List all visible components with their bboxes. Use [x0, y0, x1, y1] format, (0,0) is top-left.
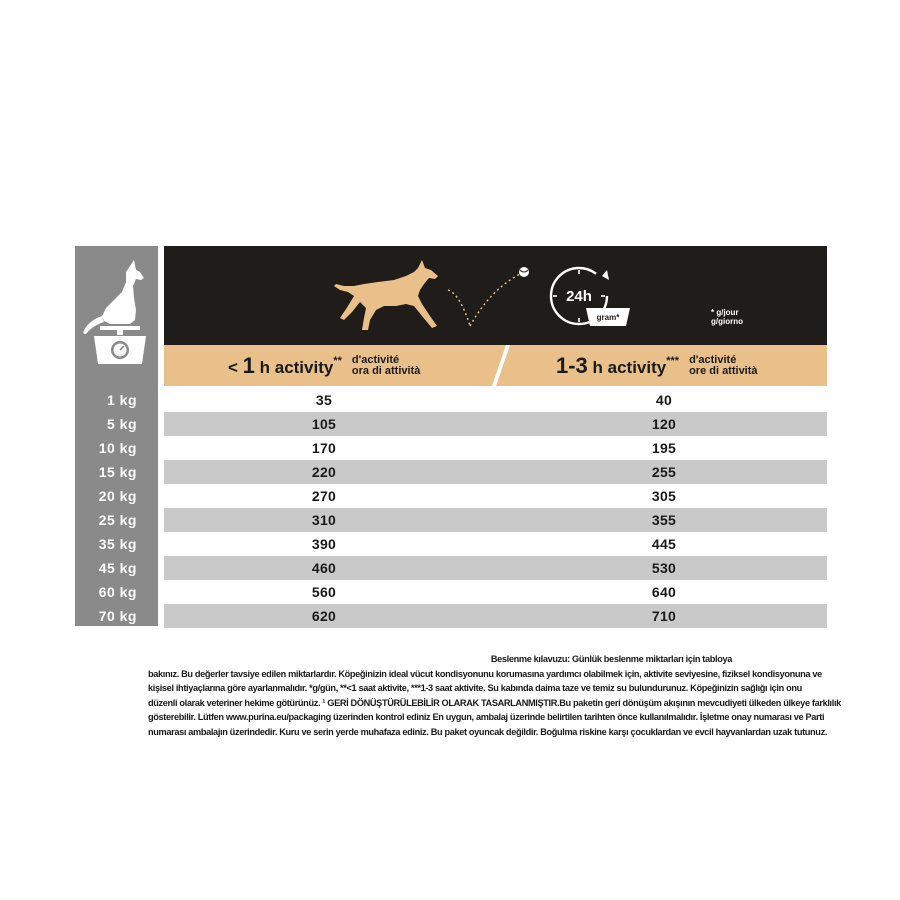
amount-low-activity: 170	[311, 440, 337, 456]
table-row	[164, 604, 827, 628]
bowl-label: gram*	[596, 313, 620, 322]
amount-low-activity: 620	[311, 608, 337, 624]
weight-label: 45 kg	[98, 560, 137, 576]
weight-label: 25 kg	[98, 512, 137, 528]
footnote-line-4: düzenli olarak veteriner hekime götürünüz. ¹ GERİ DÖNÜŞTÜRÜLEBİLİR OLARAK TASARLANMIŞTIR.Bu paketin geri dönüşüm akışının mevcudiyeti ülkeden ülkeye farklılık	[148, 697, 841, 708]
dog-on-scale-icon	[80, 258, 152, 368]
amount-low-activity: 105	[311, 416, 337, 432]
weight-label: 70 kg	[98, 608, 137, 624]
footnote-title: Beslenme kılavuzu:	[490, 654, 570, 664]
amount-high-activity: 710	[651, 608, 677, 624]
unit-fr: * g/jour	[711, 308, 739, 317]
activity-col1-subtitle: d'activité ora di attività	[351, 353, 421, 377]
header-illustration-band	[164, 246, 827, 345]
table-row	[164, 388, 827, 412]
amount-high-activity: 530	[651, 560, 677, 576]
amount-high-activity: 305	[651, 488, 677, 504]
amount-low-activity: 560	[311, 584, 337, 600]
table-row	[164, 460, 827, 484]
amount-high-activity: 195	[651, 440, 677, 456]
weight-label: 60 kg	[98, 584, 137, 600]
table-row	[164, 556, 827, 580]
activity-col2-header	[556, 345, 758, 386]
unit-it: g/giorno	[711, 317, 743, 326]
running-dog-icon	[334, 260, 446, 332]
table-row	[164, 412, 827, 436]
ball-trajectory-icon	[446, 266, 536, 336]
clock-label: 24h	[566, 288, 592, 305]
table-row	[164, 532, 827, 556]
activity-col2-title: 1-3 h activity***	[556, 352, 680, 378]
amount-high-activity: 255	[651, 464, 677, 480]
footnote-line-6: numarası ambalajın üzerindedir. Kuru ve serin yerde muhafaza ediniz. Bu paket oyuncak değildir. Boğulma riskine karşı çocuklardan ve evcil hayvanlardan uzak tutunuz.	[148, 726, 828, 737]
amount-high-activity: 120	[651, 416, 677, 432]
weight-label: 1 kg	[106, 392, 137, 408]
weight-label: 10 kg	[98, 440, 137, 456]
footnote-line-2: bakınız. Bu değerler tavsiye edilen miktarlardır. Köpeğinizin ideal vücut kondisyonunu korumasına yardımcı olabilmek için, aktivite seviyesine, fiziksel kondisyonuna ve	[148, 668, 822, 679]
amount-low-activity: 390	[311, 536, 337, 552]
activity-col2-subtitle: d'activité ore di attività	[689, 353, 758, 377]
footnote-line-5: gösterebilir. Lütfen www.purina.eu/packaging üzerinden kontrol ediniz En uygun, ambalaj üzerinde belirtilen tarihten önce kullanılmalıdır. İşletme onay numarası ve Parti	[148, 712, 825, 722]
amount-low-activity: 310	[311, 512, 337, 528]
activity-col1-title: < 1 h activity**	[228, 352, 342, 378]
amount-low-activity: 35	[315, 392, 333, 408]
weight-label: 20 kg	[98, 488, 137, 504]
amount-low-activity: 270	[311, 488, 337, 504]
bowl-icon	[584, 304, 632, 330]
amount-high-activity: 40	[655, 392, 673, 408]
weight-label: 5 kg	[106, 416, 137, 432]
footnote-line-1: Beslenme kılavuzu: Günlük beslenme miktarları için tabloya	[490, 654, 732, 664]
activity-header	[164, 345, 827, 386]
table-row	[164, 580, 827, 604]
feeding-guide-table	[75, 246, 827, 626]
amount-high-activity: 445	[651, 536, 677, 552]
table-row	[164, 508, 827, 532]
amount-high-activity: 355	[651, 512, 677, 528]
feeding-footnote	[148, 652, 841, 739]
table-row	[164, 436, 827, 460]
activity-col1-header	[228, 345, 420, 386]
weight-label: 15 kg	[98, 464, 137, 480]
amount-low-activity: 460	[311, 560, 337, 576]
footnote-line-3: kişisel ihtiyaçlarına göre ayarlanmalıdır. *g/gün, **<1 saat aktivite, ***1-3 saat aktivite. Su kabında daima taze ve temiz su bulundurunuz. Köpeğinizin sağlığı için onu	[148, 683, 802, 693]
amount-high-activity: 640	[651, 584, 677, 600]
amount-low-activity: 220	[311, 464, 337, 480]
table-row	[164, 484, 827, 508]
weight-label: 35 kg	[98, 536, 137, 552]
unit-label	[711, 308, 743, 326]
